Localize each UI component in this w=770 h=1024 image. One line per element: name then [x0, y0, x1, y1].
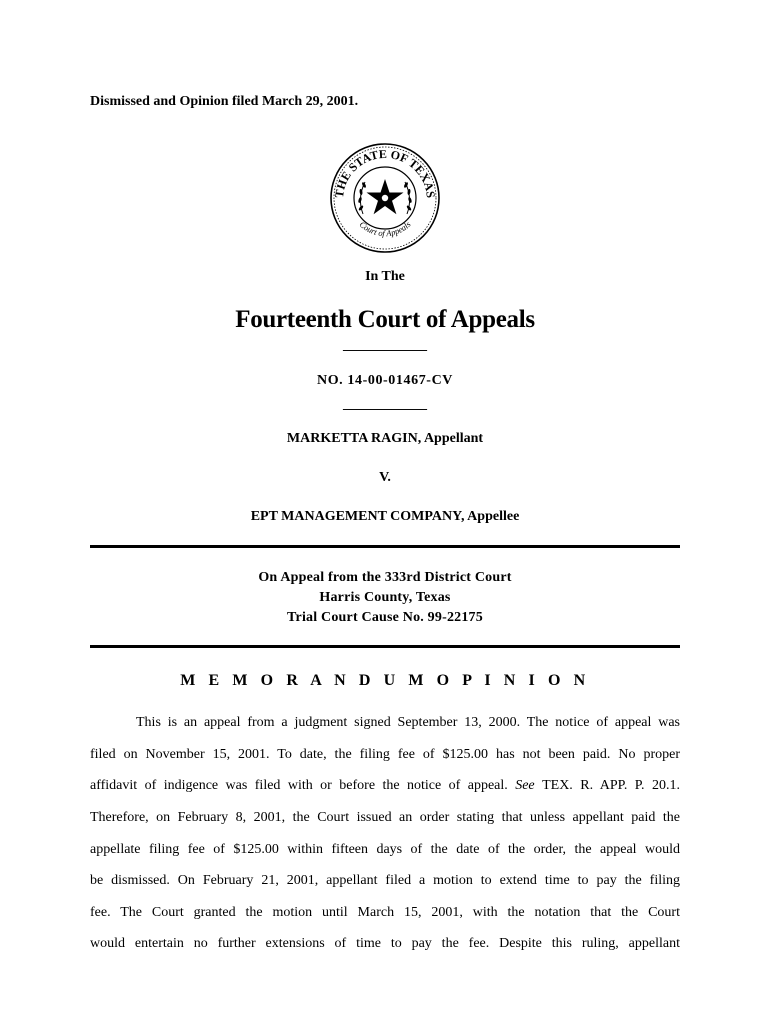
opinion-text-segment: affidavit of indigence was filed with or before the notice of appeal. — [90, 778, 516, 793]
appellee-party: EPT MANAGEMENT COMPANY, Appellee — [250, 509, 520, 524]
appeal-county-line: Harris County, Texas — [319, 590, 451, 605]
opinion-text-line: fee. The Court granted the motion until March 15, 2001, with the notation that the Court — [90, 905, 680, 920]
opinion-text-line: would entertain no further extensions of time to pay the fee. Despite this ruling, appellant — [90, 936, 680, 951]
seal-top-text: THE STATE OF TEXAS — [331, 146, 439, 199]
memorandum-opinion-title: M E M O R A N D U M O P I N I O N — [180, 672, 590, 689]
opinion-text-line: appellate filing fee of $125.00 within fifteen days of the date of the order, the appeal would — [90, 842, 680, 857]
see-signal: See — [515, 778, 535, 793]
rule-citation: TEX. R. APP. P. 20.1. — [542, 778, 680, 793]
texas-seal-star-icon — [329, 142, 441, 254]
svg-text:Court of Appeals — [358, 219, 413, 239]
dismissed-filed-line: Dismissed and Opinion filed March 29, 2001. — [90, 94, 359, 109]
opinion-text-line: Therefore, on February 8, 2001, the Court issued an order stating that unless appellant paid the — [90, 810, 680, 825]
appeal-court-line: On Appeal from the 333rd District Court — [258, 570, 512, 585]
horizontal-rule — [90, 645, 680, 648]
caption-separator: ____________ — [343, 338, 427, 353]
caption-separator: ____________ — [343, 397, 427, 412]
trial-cause-line: Trial Court Cause No. 99-22175 — [287, 610, 483, 625]
horizontal-rule — [90, 545, 680, 548]
case-number: NO. 14-00-01467-CV — [316, 373, 453, 388]
in-the-label: In The — [365, 269, 405, 284]
opinion-text-line: be dismissed. On February 21, 2001, appellant filed a motion to extend time to pay the filing — [90, 873, 680, 888]
opinion-text-line — [90, 778, 680, 794]
appellant-party: MARKETTA RAGIN, Appellant — [286, 431, 484, 446]
opinion-text-line: filed on November 15, 2001. To date, the filing fee of $125.00 has not been paid. No proper — [90, 747, 680, 762]
seal-bottom-text: Court of Appeals — [357, 219, 413, 239]
opinion-text-line: This is an appeal from a judgment signed September 13, 2000. The notice of appeal was — [136, 715, 680, 730]
court-name-heading: Fourteenth Court of Appeals — [235, 306, 535, 333]
versus-label: V. — [379, 470, 391, 485]
